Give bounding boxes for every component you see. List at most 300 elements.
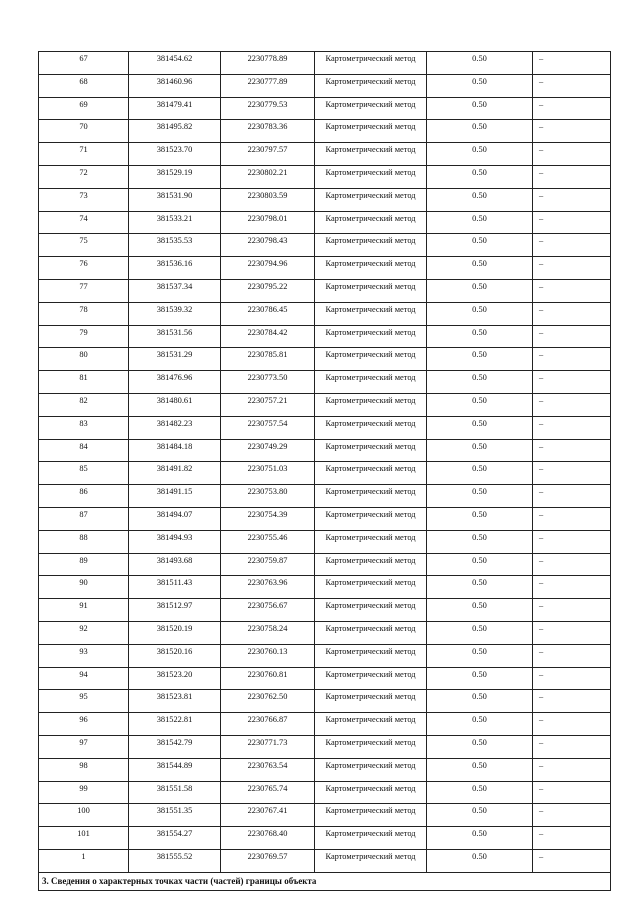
y-coordinate-value: 2230767.41	[247, 806, 288, 816]
point-number-value: 77	[79, 281, 88, 291]
point-number-cell	[39, 97, 129, 120]
precision-cell	[427, 325, 533, 348]
point-number-value: 80	[79, 350, 88, 360]
x-coordinate-value: 381479.41	[156, 99, 193, 109]
point-number-value: 92	[79, 623, 88, 633]
note-cell	[533, 713, 611, 736]
method-cell	[315, 439, 427, 462]
note-cell	[533, 74, 611, 97]
method-cell	[315, 530, 427, 553]
table-row	[39, 644, 611, 667]
note-cell	[533, 827, 611, 850]
method-value: Картометрический метод	[325, 646, 416, 656]
y-coordinate-value: 2230798.01	[247, 213, 288, 223]
method-value: Картометрический метод	[325, 373, 416, 383]
precision-cell	[427, 849, 533, 872]
x-coordinate-value: 381480.61	[156, 395, 193, 405]
x-coordinate-value: 381491.15	[156, 487, 193, 497]
note-cell	[533, 120, 611, 143]
note-value: –	[539, 213, 544, 223]
x-coordinate-cell	[129, 713, 221, 736]
precision-value: 0.50	[472, 236, 487, 246]
x-coordinate-cell	[129, 781, 221, 804]
method-value: Картометрический метод	[325, 487, 416, 497]
note-value: –	[539, 418, 544, 428]
point-number-cell	[39, 279, 129, 302]
section-heading: 3. Сведения о характерных точках части (частей) границы объекта	[39, 872, 611, 890]
note-value: –	[539, 692, 544, 702]
precision-cell	[427, 507, 533, 530]
note-cell	[533, 393, 611, 416]
y-coordinate-cell	[221, 690, 315, 713]
y-coordinate-cell	[221, 211, 315, 234]
table-row	[39, 120, 611, 143]
precision-cell	[427, 667, 533, 690]
point-number-value: 89	[79, 555, 88, 565]
x-coordinate-value: 381460.96	[156, 76, 193, 86]
precision-cell	[427, 530, 533, 553]
precision-value: 0.50	[472, 190, 487, 200]
x-coordinate-value: 381494.93	[156, 532, 193, 542]
y-coordinate-cell	[221, 188, 315, 211]
table-row	[39, 393, 611, 416]
y-coordinate-value: 2230797.57	[247, 145, 288, 155]
point-number-cell	[39, 644, 129, 667]
precision-value: 0.50	[472, 304, 487, 314]
method-cell	[315, 74, 427, 97]
y-coordinate-value: 2230759.87	[247, 555, 288, 565]
x-coordinate-value: 381551.35	[156, 806, 193, 816]
method-cell	[315, 849, 427, 872]
y-coordinate-cell	[221, 348, 315, 371]
method-value: Картометрический метод	[325, 601, 416, 611]
precision-cell	[427, 485, 533, 508]
x-coordinate-cell	[129, 439, 221, 462]
x-coordinate-value: 381482.23	[156, 418, 193, 428]
y-coordinate-cell	[221, 644, 315, 667]
point-number-cell	[39, 439, 129, 462]
x-coordinate-value: 381523.20	[156, 669, 193, 679]
method-cell	[315, 416, 427, 439]
note-cell	[533, 553, 611, 576]
y-coordinate-value: 2230803.59	[247, 190, 288, 200]
table-row	[39, 781, 611, 804]
precision-cell	[427, 348, 533, 371]
point-number-value: 75	[79, 236, 88, 246]
x-coordinate-cell	[129, 97, 221, 120]
method-value: Картометрический метод	[325, 692, 416, 702]
document-sheet	[38, 51, 610, 891]
point-number-cell	[39, 325, 129, 348]
y-coordinate-cell	[221, 462, 315, 485]
precision-cell	[427, 165, 533, 188]
note-cell	[533, 416, 611, 439]
method-cell	[315, 234, 427, 257]
point-number-cell	[39, 462, 129, 485]
note-value: –	[539, 190, 544, 200]
table-row	[39, 325, 611, 348]
note-cell	[533, 97, 611, 120]
precision-value: 0.50	[472, 373, 487, 383]
y-coordinate-value: 2230785.81	[247, 350, 288, 360]
note-cell	[533, 439, 611, 462]
y-coordinate-cell	[221, 165, 315, 188]
note-value: –	[539, 304, 544, 314]
method-cell	[315, 713, 427, 736]
note-cell	[533, 165, 611, 188]
y-coordinate-value: 2230751.03	[247, 464, 288, 474]
x-coordinate-cell	[129, 52, 221, 75]
precision-cell	[427, 804, 533, 827]
x-coordinate-value: 381491.82	[156, 464, 193, 474]
note-value: –	[539, 122, 544, 132]
precision-value: 0.50	[472, 213, 487, 223]
table-row	[39, 804, 611, 827]
method-cell	[315, 97, 427, 120]
precision-value: 0.50	[472, 737, 487, 747]
x-coordinate-value: 381531.56	[156, 327, 193, 337]
x-coordinate-value: 381535.53	[156, 236, 193, 246]
precision-cell	[427, 188, 533, 211]
point-number-value: 78	[79, 304, 88, 314]
x-coordinate-cell	[129, 371, 221, 394]
x-coordinate-value: 381494.07	[156, 509, 193, 519]
point-number-value: 91	[79, 601, 88, 611]
y-coordinate-cell	[221, 621, 315, 644]
x-coordinate-cell	[129, 302, 221, 325]
note-value: –	[539, 783, 544, 793]
x-coordinate-value: 381531.90	[156, 190, 193, 200]
y-coordinate-cell	[221, 507, 315, 530]
y-coordinate-cell	[221, 279, 315, 302]
y-coordinate-value: 2230795.22	[247, 281, 288, 291]
x-coordinate-cell	[129, 165, 221, 188]
point-number-cell	[39, 211, 129, 234]
note-value: –	[539, 715, 544, 725]
note-cell	[533, 211, 611, 234]
method-cell	[315, 553, 427, 576]
precision-value: 0.50	[472, 99, 487, 109]
method-cell	[315, 52, 427, 75]
note-cell	[533, 348, 611, 371]
precision-value: 0.50	[472, 760, 487, 770]
table-row	[39, 371, 611, 394]
y-coordinate-value: 2230760.13	[247, 646, 288, 656]
method-cell	[315, 621, 427, 644]
y-coordinate-cell	[221, 781, 315, 804]
x-coordinate-cell	[129, 143, 221, 166]
note-cell	[533, 325, 611, 348]
x-coordinate-value: 381539.32	[156, 304, 193, 314]
precision-value: 0.50	[472, 532, 487, 542]
method-value: Картометрический метод	[325, 350, 416, 360]
precision-cell	[427, 74, 533, 97]
precision-cell	[427, 713, 533, 736]
y-coordinate-value: 2230756.67	[247, 601, 288, 611]
note-cell	[533, 234, 611, 257]
method-value: Картометрический метод	[325, 623, 416, 633]
y-coordinate-cell	[221, 576, 315, 599]
y-coordinate-value: 2230769.57	[247, 851, 288, 861]
precision-cell	[427, 462, 533, 485]
method-cell	[315, 211, 427, 234]
method-cell	[315, 188, 427, 211]
table-row	[39, 143, 611, 166]
y-coordinate-cell	[221, 143, 315, 166]
y-coordinate-cell	[221, 827, 315, 850]
note-cell	[533, 576, 611, 599]
note-value: –	[539, 99, 544, 109]
note-value: –	[539, 145, 544, 155]
precision-cell	[427, 735, 533, 758]
x-coordinate-value: 381531.29	[156, 350, 193, 360]
x-coordinate-cell	[129, 576, 221, 599]
y-coordinate-value: 2230763.96	[247, 578, 288, 588]
x-coordinate-cell	[129, 211, 221, 234]
note-value: –	[539, 623, 544, 633]
table-row	[39, 211, 611, 234]
note-cell	[533, 599, 611, 622]
point-number-cell	[39, 74, 129, 97]
precision-cell	[427, 576, 533, 599]
method-value: Картометрический метод	[325, 669, 416, 679]
y-coordinate-cell	[221, 393, 315, 416]
point-number-value: 79	[79, 327, 88, 337]
x-coordinate-cell	[129, 599, 221, 622]
point-number-value: 87	[79, 509, 88, 519]
y-coordinate-cell	[221, 97, 315, 120]
note-value: –	[539, 487, 544, 497]
point-number-cell	[39, 348, 129, 371]
precision-value: 0.50	[472, 145, 487, 155]
method-value: Картометрический метод	[325, 145, 416, 155]
point-number-cell	[39, 827, 129, 850]
precision-cell	[427, 97, 533, 120]
point-number-cell	[39, 188, 129, 211]
y-coordinate-value: 2230766.87	[247, 715, 288, 725]
method-cell	[315, 599, 427, 622]
point-number-value: 95	[79, 692, 88, 702]
precision-cell	[427, 211, 533, 234]
point-number-value: 70	[79, 122, 88, 132]
method-value: Картометрический метод	[325, 464, 416, 474]
point-number-cell	[39, 485, 129, 508]
x-coordinate-value: 381495.82	[156, 122, 193, 132]
note-cell	[533, 188, 611, 211]
y-coordinate-value: 2230749.29	[247, 441, 288, 451]
note-value: –	[539, 373, 544, 383]
precision-cell	[427, 690, 533, 713]
y-coordinate-cell	[221, 553, 315, 576]
point-number-value: 97	[79, 737, 88, 747]
x-coordinate-cell	[129, 393, 221, 416]
table-body	[39, 52, 611, 873]
precision-cell	[427, 644, 533, 667]
table-row	[39, 165, 611, 188]
x-coordinate-value: 381551.58	[156, 783, 193, 793]
method-cell	[315, 371, 427, 394]
x-coordinate-cell	[129, 530, 221, 553]
y-coordinate-value: 2230757.21	[247, 395, 288, 405]
x-coordinate-value: 381555.52	[156, 851, 193, 861]
note-value: –	[539, 54, 544, 63]
x-coordinate-value: 381544.89	[156, 760, 193, 770]
note-cell	[533, 257, 611, 280]
y-coordinate-cell	[221, 234, 315, 257]
note-cell	[533, 758, 611, 781]
method-value: Картометрический метод	[325, 715, 416, 725]
method-value: Картометрический метод	[325, 76, 416, 86]
precision-cell	[427, 781, 533, 804]
method-cell	[315, 325, 427, 348]
method-cell	[315, 781, 427, 804]
note-cell	[533, 143, 611, 166]
method-value: Картометрический метод	[325, 760, 416, 770]
point-number-cell	[39, 690, 129, 713]
precision-cell	[427, 120, 533, 143]
x-coordinate-cell	[129, 849, 221, 872]
y-coordinate-value: 2230758.24	[247, 623, 288, 633]
x-coordinate-cell	[129, 758, 221, 781]
precision-value: 0.50	[472, 623, 487, 633]
point-number-cell	[39, 713, 129, 736]
precision-cell	[427, 758, 533, 781]
note-value: –	[539, 829, 544, 839]
point-number-cell	[39, 52, 129, 75]
y-coordinate-value: 2230771.73	[247, 737, 288, 747]
y-coordinate-value: 2230755.46	[247, 532, 288, 542]
y-coordinate-cell	[221, 849, 315, 872]
table-row	[39, 735, 611, 758]
precision-cell	[427, 416, 533, 439]
precision-value: 0.50	[472, 555, 487, 565]
note-value: –	[539, 578, 544, 588]
point-number-cell	[39, 553, 129, 576]
point-number-value: 69	[79, 99, 88, 109]
precision-value: 0.50	[472, 601, 487, 611]
precision-cell	[427, 302, 533, 325]
point-number-value: 101	[77, 829, 90, 839]
table-row	[39, 690, 611, 713]
point-number-cell	[39, 599, 129, 622]
table-row	[39, 279, 611, 302]
note-value: –	[539, 669, 544, 679]
method-value: Картометрический метод	[325, 304, 416, 314]
precision-cell	[427, 52, 533, 75]
point-number-value: 99	[79, 783, 88, 793]
note-cell	[533, 621, 611, 644]
section-heading-row	[39, 872, 611, 890]
x-coordinate-value: 381554.27	[156, 829, 193, 839]
y-coordinate-value: 2230794.96	[247, 259, 288, 269]
y-coordinate-cell	[221, 52, 315, 75]
x-coordinate-cell	[129, 74, 221, 97]
precision-value: 0.50	[472, 715, 487, 725]
method-cell	[315, 462, 427, 485]
method-value: Картометрический метод	[325, 783, 416, 793]
method-cell	[315, 165, 427, 188]
x-coordinate-cell	[129, 827, 221, 850]
precision-value: 0.50	[472, 122, 487, 132]
method-cell	[315, 348, 427, 371]
point-number-value: 86	[79, 487, 88, 497]
precision-value: 0.50	[472, 669, 487, 679]
method-cell	[315, 644, 427, 667]
precision-value: 0.50	[472, 281, 487, 291]
note-value: –	[539, 532, 544, 542]
note-value: –	[539, 760, 544, 770]
point-number-cell	[39, 735, 129, 758]
y-coordinate-value: 2230778.89	[247, 54, 288, 63]
point-number-value: 82	[79, 395, 88, 405]
y-coordinate-cell	[221, 713, 315, 736]
table-row	[39, 462, 611, 485]
note-value: –	[539, 281, 544, 291]
point-number-value: 1	[81, 851, 86, 861]
x-coordinate-cell	[129, 257, 221, 280]
y-coordinate-cell	[221, 416, 315, 439]
point-number-cell	[39, 849, 129, 872]
note-value: –	[539, 395, 544, 405]
point-number-cell	[39, 120, 129, 143]
y-coordinate-value: 2230798.43	[247, 236, 288, 246]
precision-value: 0.50	[472, 350, 487, 360]
y-coordinate-value: 2230777.89	[247, 76, 288, 86]
method-value: Картометрический метод	[325, 99, 416, 109]
point-number-value: 72	[79, 167, 88, 177]
point-number-value: 84	[79, 441, 88, 451]
point-number-cell	[39, 257, 129, 280]
table-row	[39, 257, 611, 280]
table-row	[39, 849, 611, 872]
point-number-cell	[39, 234, 129, 257]
x-coordinate-cell	[129, 325, 221, 348]
x-coordinate-value: 381476.96	[156, 373, 193, 383]
table-row	[39, 827, 611, 850]
note-cell	[533, 530, 611, 553]
x-coordinate-cell	[129, 667, 221, 690]
note-cell	[533, 690, 611, 713]
y-coordinate-cell	[221, 371, 315, 394]
note-cell	[533, 507, 611, 530]
note-value: –	[539, 167, 544, 177]
y-coordinate-cell	[221, 120, 315, 143]
precision-value: 0.50	[472, 395, 487, 405]
note-cell	[533, 667, 611, 690]
method-value: Картометрический метод	[325, 281, 416, 291]
point-number-value: 68	[79, 76, 88, 86]
x-coordinate-value: 381522.81	[156, 715, 193, 725]
note-value: –	[539, 464, 544, 474]
method-cell	[315, 279, 427, 302]
precision-cell	[427, 553, 533, 576]
note-value: –	[539, 737, 544, 747]
method-value: Картометрический метод	[325, 213, 416, 223]
y-coordinate-value: 2230783.36	[247, 122, 288, 132]
method-value: Картометрический метод	[325, 578, 416, 588]
x-coordinate-cell	[129, 804, 221, 827]
method-cell	[315, 393, 427, 416]
precision-value: 0.50	[472, 806, 487, 816]
point-number-value: 71	[79, 145, 88, 155]
note-cell	[533, 279, 611, 302]
y-coordinate-cell	[221, 758, 315, 781]
method-value: Картометрический метод	[325, 851, 416, 861]
note-cell	[533, 462, 611, 485]
point-number-cell	[39, 143, 129, 166]
x-coordinate-value: 381523.81	[156, 692, 193, 702]
x-coordinate-cell	[129, 462, 221, 485]
